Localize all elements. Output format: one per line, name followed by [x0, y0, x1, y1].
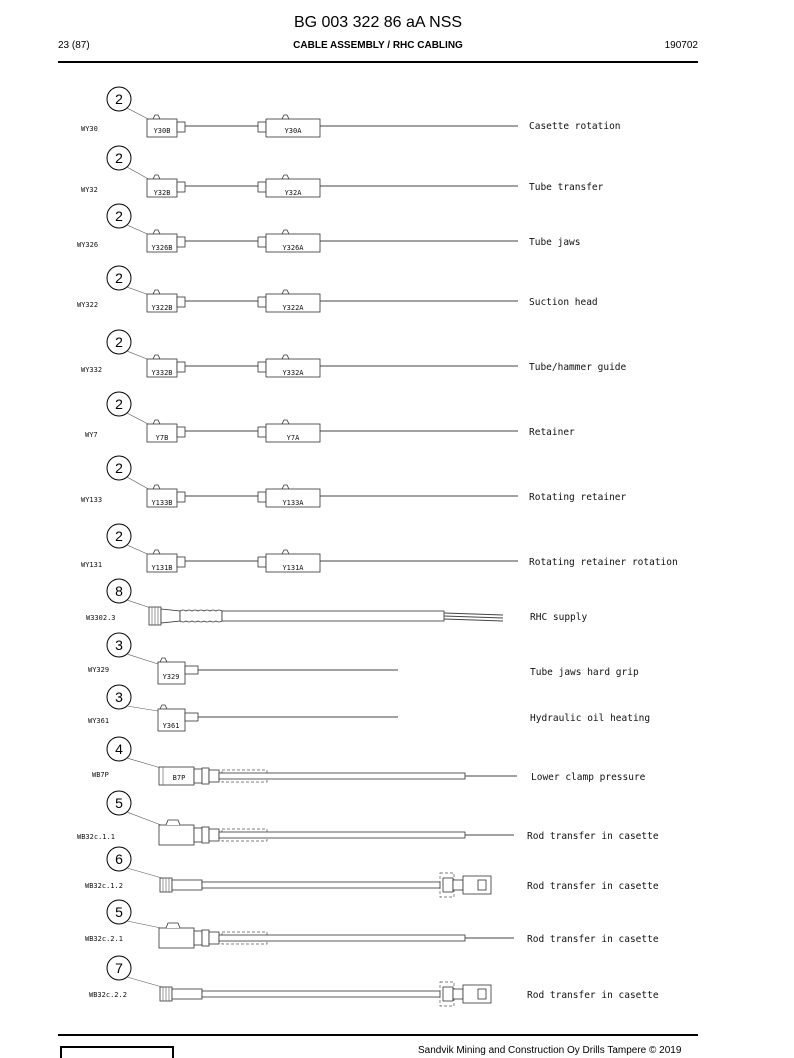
cable-row [81, 330, 627, 377]
callout-number: 4 [115, 741, 123, 757]
cable-jacket [202, 882, 440, 888]
cable-jacket [219, 935, 465, 941]
connector-nut [453, 989, 463, 999]
cable-id: WY7 [85, 431, 98, 439]
connector-label: Y131A [282, 564, 304, 572]
callout-leader [127, 868, 162, 878]
connector-nose [258, 297, 266, 307]
callout-leader [127, 812, 161, 825]
connector-body [172, 989, 202, 999]
callout-number: 7 [115, 960, 123, 976]
connector-nut [194, 769, 202, 783]
footer-copyright: Sandvik Mining and Construction Oy Drills Tampere © 2019 [418, 1045, 682, 1056]
cable-label: Rod transfer in casette [527, 934, 659, 945]
cable-label: Rod transfer in casette [527, 990, 659, 1001]
connector-nut [209, 770, 219, 782]
connector-nose [177, 297, 185, 307]
connector-label: Y30A [284, 127, 302, 135]
connector-nut [202, 768, 209, 784]
connector-tab [153, 115, 160, 119]
sensor-connector [463, 876, 491, 894]
cable-id: WB32c.2.2 [89, 991, 127, 999]
cable-row [77, 204, 580, 252]
connector-nose [177, 237, 185, 247]
connector-nose [185, 713, 198, 721]
cable-label: Tube jaws [529, 237, 581, 248]
footer-rule [58, 1034, 698, 1036]
connector-nose [177, 557, 185, 567]
cable-id: W3302.3 [86, 614, 116, 622]
connector-body [161, 609, 180, 623]
connector-label: Y7B [155, 434, 169, 442]
connector-label: B7P [172, 774, 186, 782]
connector-nose [177, 182, 185, 192]
connector-nut [443, 987, 453, 1001]
cable-id: WY322 [77, 301, 99, 309]
sensor-connector [159, 928, 194, 948]
callout-number: 8 [115, 583, 123, 599]
connector-nose [258, 557, 266, 567]
connector-nose [177, 122, 185, 132]
cable-label: RHC supply [530, 612, 588, 623]
cable-jacket [202, 991, 440, 997]
callout-number: 3 [115, 689, 123, 705]
cable-label: Tube jaws hard grip [530, 667, 639, 678]
callout-leader [127, 706, 158, 711]
connector-nose [258, 427, 266, 437]
cable-wire [444, 619, 503, 621]
callout-number: 5 [115, 904, 123, 920]
connector-nut [202, 930, 209, 946]
cable-label: Retainer [529, 427, 575, 438]
cable-row [77, 791, 659, 845]
callout-number: 2 [115, 334, 123, 350]
connector-nut [443, 878, 453, 892]
connector-tab [166, 820, 180, 825]
connector-tab [153, 175, 160, 179]
connector-tab [153, 485, 160, 489]
connector-body [172, 880, 202, 890]
connector-label: Y322B [151, 304, 173, 312]
callout-number: 2 [115, 460, 123, 476]
callout-leader [127, 921, 161, 928]
connector-nut [194, 931, 202, 945]
connector-tab [153, 355, 160, 359]
cable-label: Lower clamp pressure [531, 772, 646, 783]
connector-tab [282, 420, 289, 424]
connector-label: Y361 [162, 722, 180, 730]
cable-label: Rod transfer in casette [527, 881, 659, 892]
connector-nut [453, 880, 463, 890]
connector-label: Y326A [282, 244, 304, 252]
sensor-connector [463, 985, 491, 1003]
connector-nose [258, 182, 266, 192]
strain-relief [180, 610, 222, 622]
connector-nut [202, 827, 209, 843]
cable-jacket [222, 611, 444, 621]
cable-label: Hydraulic oil heating [530, 713, 651, 724]
callout-number: 2 [115, 150, 123, 166]
cable-id: WY133 [81, 496, 103, 504]
connector-label: Y332B [151, 369, 173, 377]
document-number: BG 003 322 86 aA NSS [293, 14, 463, 31]
connector-nose [258, 237, 266, 247]
connector-nose [177, 427, 185, 437]
cable-id: WB32c.1.1 [77, 833, 115, 841]
connector-tab [282, 115, 289, 119]
cable-row [77, 266, 598, 312]
connector-tab [166, 923, 180, 928]
connector-label: Y133A [282, 499, 304, 507]
connector-nose [177, 362, 185, 372]
sensor-connector [159, 825, 194, 845]
connector-label: Y131B [151, 564, 173, 572]
cable-label: Casette rotation [529, 121, 621, 132]
cable-label: Rotating retainer rotation [529, 557, 678, 568]
cable-id: WY30 [81, 125, 98, 133]
cable-wire [444, 616, 503, 618]
cable-id: WY332 [81, 366, 103, 374]
callout-number: 5 [115, 795, 123, 811]
document-code: 190702 [664, 40, 698, 51]
connector-tab [160, 658, 167, 662]
cable-row [89, 956, 659, 1006]
connector-label: Y32B [153, 189, 171, 197]
callout-number: 2 [115, 396, 123, 412]
connector-nose [478, 989, 486, 999]
connector-nose [258, 362, 266, 372]
cable-row [81, 146, 604, 197]
connector-tab [160, 705, 167, 709]
connector-label: Y322A [282, 304, 304, 312]
cable-label: Rotating retainer [529, 492, 627, 503]
connector-label: Y133B [151, 499, 173, 507]
connector-nut [209, 932, 219, 944]
cable-label: Suction head [529, 297, 598, 308]
cable-id: WY32 [81, 186, 98, 194]
connector-label: Y32A [284, 189, 302, 197]
callout-leader [127, 654, 158, 664]
connector-tab [282, 175, 289, 179]
cable-label: Rod transfer in casette [527, 831, 659, 842]
callout-leader [127, 758, 161, 768]
callout-number: 6 [115, 851, 123, 867]
callout-number: 2 [115, 270, 123, 286]
cable-id: WY329 [88, 666, 110, 674]
connector-nut [209, 829, 219, 841]
connector-tab [282, 290, 289, 294]
connector-tab [282, 550, 289, 554]
callout-number: 3 [115, 637, 123, 653]
cable-row [85, 900, 659, 948]
connector-nose [258, 122, 266, 132]
cable-id: WB7P [92, 771, 109, 779]
cable-label: Tube/hammer guide [529, 362, 627, 373]
connector-label: Y7A [286, 434, 300, 442]
cable-row [85, 392, 575, 442]
cable-id: WY326 [77, 241, 99, 249]
connector-tab [153, 420, 160, 424]
connector-label: Y329 [162, 673, 180, 681]
cable-row [88, 685, 650, 731]
connector-label: Y332A [282, 369, 304, 377]
cable-id: WY361 [88, 717, 110, 725]
cable-row [81, 87, 621, 137]
connector-tab [282, 355, 289, 359]
cable-jacket [219, 832, 465, 838]
connector-label: Y326B [151, 244, 173, 252]
section-title: CABLE ASSEMBLY / RHC CABLING [293, 40, 463, 51]
connector-tab [153, 290, 160, 294]
connector-tab [282, 485, 289, 489]
cable-row [81, 524, 678, 572]
connector-nose [478, 880, 486, 890]
connector-nut [194, 828, 202, 842]
cable-id: WB32c.2.1 [85, 935, 123, 943]
cable-jacket [219, 773, 465, 779]
company-logo [60, 1046, 174, 1058]
callout-number: 2 [115, 91, 123, 107]
cable-row [86, 579, 587, 625]
connector-label: Y30B [153, 127, 171, 135]
callout-leader [127, 977, 162, 987]
cable-id: WY131 [81, 561, 103, 569]
cable-row [81, 456, 627, 507]
connector-tab [153, 230, 160, 234]
connector-tab [153, 550, 160, 554]
callout-number: 2 [115, 208, 123, 224]
callout-number: 2 [115, 528, 123, 544]
cable-row [92, 737, 646, 785]
cable-wire [444, 613, 503, 615]
page-number: 23 (87) [58, 40, 90, 51]
connector-nose [177, 492, 185, 502]
connector-nose [258, 492, 266, 502]
connector-nose [185, 666, 198, 674]
cable-row [85, 847, 659, 897]
connector-tab [282, 230, 289, 234]
cable-label: Tube transfer [529, 182, 604, 193]
cable-row [88, 633, 639, 684]
cable-id: WB32c.1.2 [85, 882, 123, 890]
